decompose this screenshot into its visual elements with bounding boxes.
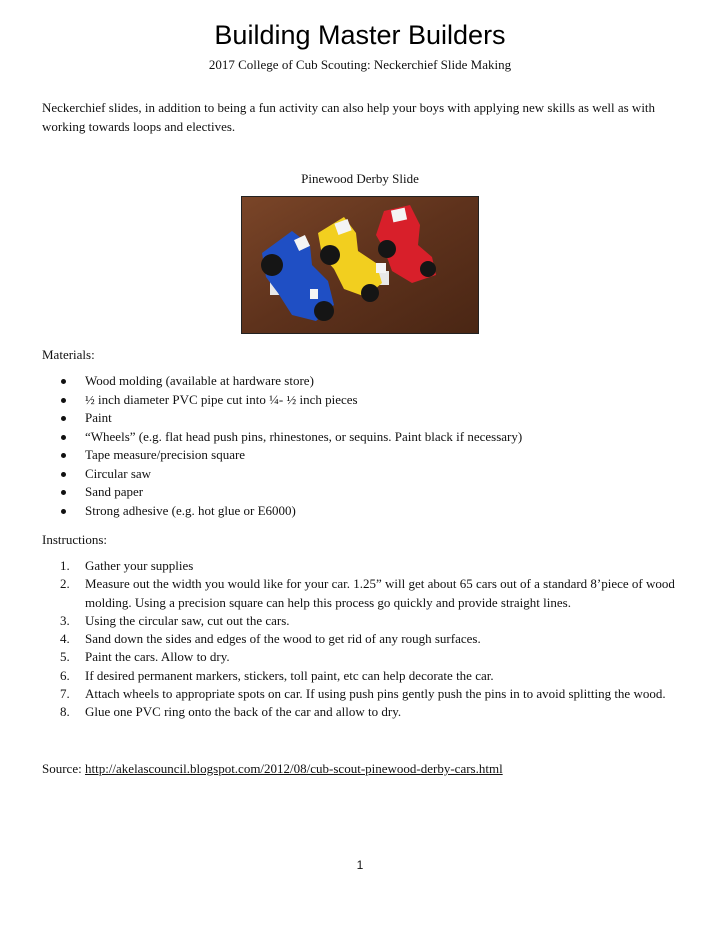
step-number: 3. <box>60 612 70 628</box>
list-item: Wood molding (available at hardware store) <box>60 372 680 391</box>
step-text: Using the circular saw, cut out the cars. <box>85 612 290 628</box>
instructions-list <box>60 557 685 722</box>
list-item: “Wheels” (e.g. flat head push pins, rhinestones, or sequins. Paint black if necessary) <box>60 428 680 447</box>
figure-caption: Pinewood Derby Slide <box>301 171 419 186</box>
step-text: Measure out the width you would like for your car. 1.25” will get about 65 cars out of a standard 8’piece of wood molding. Using a precision square can help this process go quickly and provide straight lines. <box>85 576 675 610</box>
list-item: Strong adhesive (e.g. hot glue or E6000) <box>60 502 680 521</box>
intro-paragraph: Neckerchief slides, in addition to being a fun activity can also help your boys with applying new skills as well as with working towards loops and electives. <box>42 100 656 134</box>
step-text: Gather your supplies <box>85 558 194 573</box>
materials-heading: Materials: <box>42 347 95 362</box>
list-item <box>60 557 685 575</box>
list-item: Sand paper <box>60 483 680 502</box>
list-item <box>60 630 685 648</box>
list-item <box>60 667 685 685</box>
step-text: Sand down the sides and edges of the wood to get rid of any rough surfaces. <box>85 631 481 647</box>
step-number: 1. <box>60 558 70 573</box>
list-item <box>60 575 685 612</box>
list-item: Tape measure/precision square <box>60 446 680 465</box>
materials-list <box>60 372 680 520</box>
list-item: Circular saw <box>60 465 680 484</box>
source-label: Source: <box>42 761 85 776</box>
step-text: If desired permanent markers, stickers, toll paint, etc can help decorate the car. <box>85 667 494 683</box>
instructions-heading: Instructions: <box>42 532 107 547</box>
list-item <box>60 703 685 721</box>
step-number: 4. <box>60 631 70 647</box>
step-text: Attach wheels to appropriate spots on car. If using push pins gently push the pins in to avoid splitting the wood. <box>85 686 666 702</box>
page-number: 1 <box>356 858 364 872</box>
step-number: 2. <box>60 576 70 592</box>
page-subtitle: 2017 College of Cub Scouting: Neckerchief Slide Making <box>208 57 512 72</box>
step-number: 6. <box>60 667 70 683</box>
step-text: Glue one PVC ring onto the back of the car and allow to dry. <box>85 704 402 720</box>
source-link[interactable]: http://akelascouncil.blogspot.com/2012/08/cub-scout-pinewood-derby-cars.html <box>84 761 503 776</box>
list-item <box>60 648 685 666</box>
list-item: ½ inch diameter PVC pipe cut into ¼- ½ inch pieces <box>60 391 680 410</box>
step-number: 5. <box>60 649 70 665</box>
list-item <box>60 612 685 630</box>
step-number: 8. <box>60 704 70 720</box>
source-line <box>42 761 503 777</box>
pinewood-derby-slide-photo <box>241 196 479 334</box>
step-number: 7. <box>60 686 70 702</box>
step-text: Paint the cars. Allow to dry. <box>85 649 230 665</box>
list-item: Paint <box>60 409 680 428</box>
cars-illustration <box>242 197 478 333</box>
list-item <box>60 685 685 703</box>
page-title: Building Master Builders <box>214 20 506 50</box>
